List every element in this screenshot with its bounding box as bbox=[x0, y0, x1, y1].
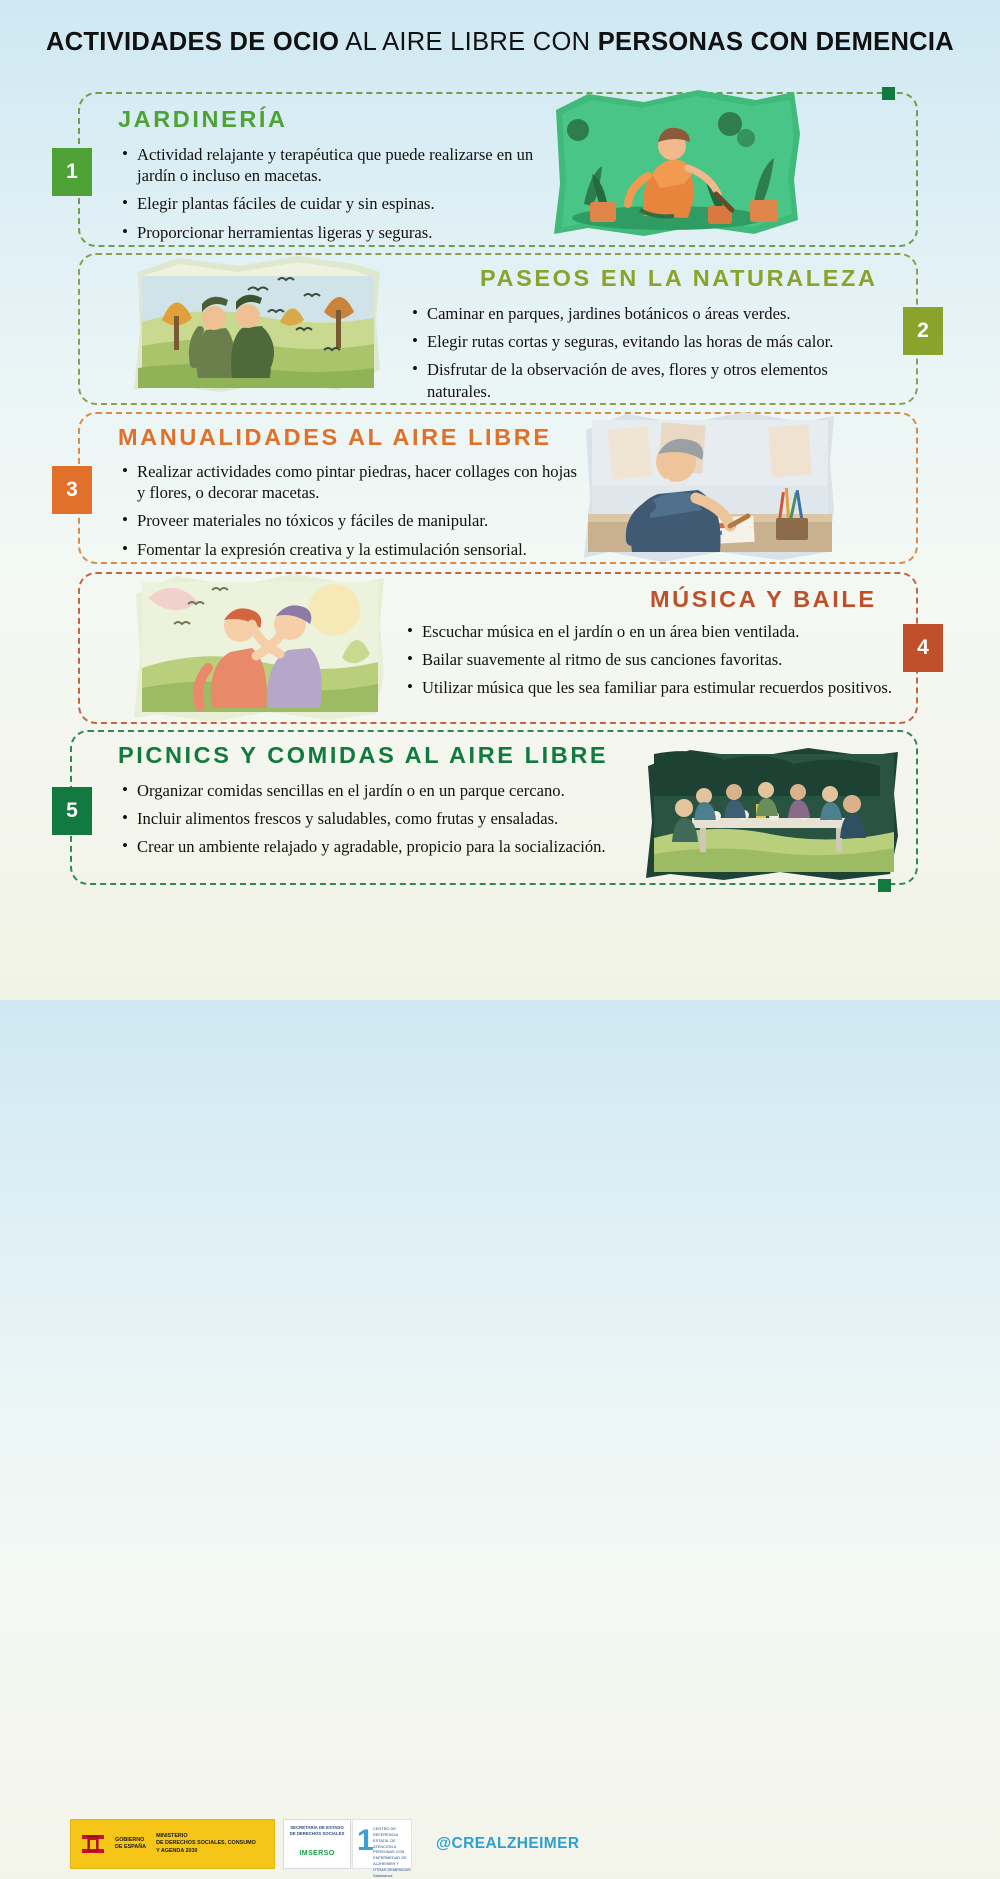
crea-alzheimer-logo bbox=[352, 1819, 412, 1878]
section-heading-4 bbox=[650, 586, 877, 613]
section-badge-4 bbox=[903, 624, 943, 672]
imserso-line-1: SECRETARÍA DE ESTADO bbox=[290, 1825, 344, 1830]
crea-number: 1 bbox=[357, 1824, 374, 1857]
title-part-2: AL AIRE LIBRE CON bbox=[339, 28, 598, 56]
imserso-logo bbox=[283, 1819, 351, 1869]
imserso-line-2: DE DERECHOS SOCIALES bbox=[289, 1830, 345, 1836]
list-item: • Realizar actividades como pintar piedras, hacer collages con hojas y flores, o decorar macetas. bbox=[120, 461, 580, 503]
social-handle: @CREALZHEIMER bbox=[436, 1835, 580, 1852]
list-item: • Proveer materiales no tóxicos y fáciles de manipular. bbox=[120, 510, 580, 531]
list-item: • Crear un ambiente relajado y agradable, propicio para la socialización. bbox=[120, 836, 620, 857]
section-heading-2 bbox=[480, 265, 878, 292]
section-heading-5 bbox=[118, 742, 608, 769]
crafts-illustration bbox=[580, 406, 840, 566]
section-badge-1 bbox=[52, 148, 92, 196]
section-badge-3 bbox=[52, 466, 92, 514]
list-item: • Actividad relajante y terapéutica que puede realizarse en un jardín o incluso en macetas. bbox=[120, 144, 540, 186]
ministerio-line-1: MINISTERIO bbox=[156, 1833, 188, 1840]
list-item: • Elegir plantas fáciles de cuidar y sin espinas. bbox=[120, 193, 540, 214]
spain-coat-of-arms-icon bbox=[76, 1827, 110, 1861]
list-item: • Escuchar música en el jardín o en un área bien ventilada. bbox=[405, 621, 895, 642]
gobierno-de-espana-logo bbox=[70, 1819, 275, 1869]
section-heading-text-5: PICNICS Y COMIDAS AL AIRE LIBRE bbox=[118, 742, 609, 768]
ministerio-line-3: Y AGENDA 2030 bbox=[156, 1847, 198, 1854]
section-heading-text-4: MÚSICA Y BAILE bbox=[650, 586, 877, 612]
section-number-1: 1 bbox=[66, 160, 78, 183]
ministerio-line-2: DE DERECHOS SOCIALES, CONSUMO bbox=[156, 1840, 256, 1847]
section-number-4: 4 bbox=[917, 636, 929, 659]
section-badge-2 bbox=[903, 307, 943, 355]
gobierno-line-1: GOBIERNO bbox=[115, 1836, 145, 1843]
list-item: • Caminar en parques, jardines botánicos o áreas verdes. bbox=[410, 303, 890, 324]
list-item: • Elegir rutas cortas y seguras, evitando las horas de más calor. bbox=[410, 331, 890, 352]
crea-description: CENTRO DE REFERENCIA ESTATAL DE ATENCIÓN A PERSONAS CON ENFERMEDAD DE ALZHEIMER Y OTRAS DEMENCIAS Salamanca bbox=[373, 1826, 411, 1878]
section-points-4 bbox=[405, 621, 895, 706]
picnic-illustration bbox=[640, 742, 908, 882]
list-item: • Bailar suavemente al ritmo de sus canciones favoritas. bbox=[405, 649, 895, 670]
list-item: • Disfrutar de la observación de aves, flores y otros elementos naturales. bbox=[410, 359, 890, 401]
section-heading-text-2: PASEOS EN LA NATURALEZA bbox=[480, 265, 878, 291]
imserso-name: IMSERSO bbox=[299, 1848, 335, 1858]
footer bbox=[0, 905, 1000, 1878]
gardening-illustration bbox=[548, 84, 808, 244]
marker-square-1 bbox=[882, 87, 895, 100]
section-heading-text-1: JARDINERÍA bbox=[118, 106, 288, 132]
list-item: • Utilizar música que les sea familiar para estimular recuerdos positivos. bbox=[405, 677, 895, 698]
section-badge-5 bbox=[52, 787, 92, 835]
title-part-1: ACTIVIDADES DE OCIO bbox=[45, 28, 340, 56]
page-title bbox=[0, 28, 1000, 57]
section-heading-text-3: MANUALIDADES AL AIRE LIBRE bbox=[118, 424, 552, 450]
list-item: • Incluir alimentos frescos y saludables, como frutas y ensaladas. bbox=[120, 808, 620, 829]
nature-walk-illustration bbox=[128, 250, 388, 400]
section-points-3 bbox=[120, 461, 580, 567]
list-item: • Organizar comidas sencillas en el jardín o en un parque cercano. bbox=[120, 780, 620, 801]
title-part-3: PERSONAS CON DEMENCIA bbox=[597, 28, 954, 56]
section-number-3: 3 bbox=[66, 478, 78, 501]
section-points-2 bbox=[410, 303, 890, 409]
section-number-2: 2 bbox=[917, 319, 929, 342]
section-heading-1 bbox=[118, 106, 288, 133]
section-points-1 bbox=[120, 144, 540, 250]
music-dance-illustration bbox=[128, 568, 393, 723]
gobierno-line-2: DE ESPAÑA bbox=[115, 1844, 147, 1850]
list-item: • Fomentar la expresión creativa y la estimulación sensorial. bbox=[120, 539, 580, 560]
list-item: • Proporcionar herramientas ligeras y seguras. bbox=[120, 222, 540, 243]
section-heading-3 bbox=[118, 424, 552, 451]
section-points-5 bbox=[120, 780, 620, 865]
section-number-5: 5 bbox=[66, 799, 78, 822]
